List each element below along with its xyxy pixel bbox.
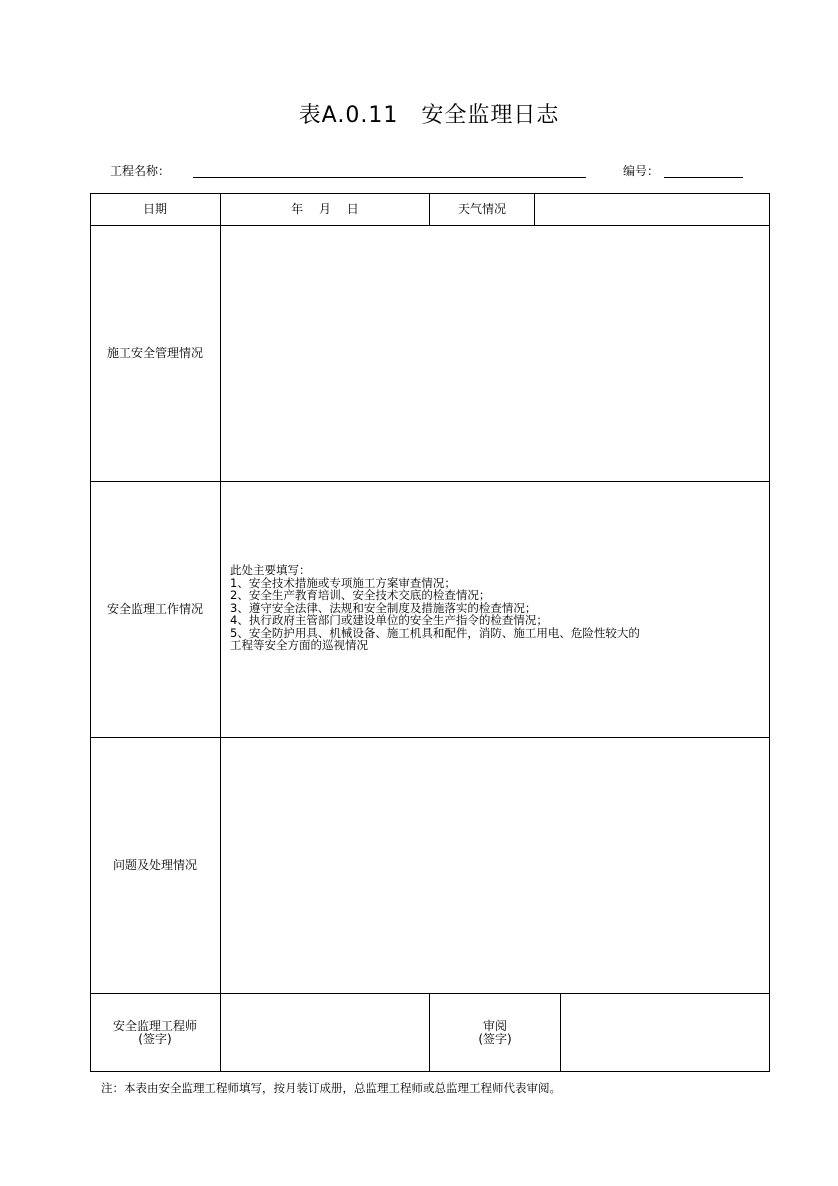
issues-handling-field[interactable]	[221, 738, 769, 993]
review-signature-field[interactable]	[561, 994, 769, 1072]
number-label: 编号：	[623, 164, 660, 178]
review-label-cell	[430, 994, 560, 1072]
weather-field[interactable]	[535, 194, 769, 225]
construction-safety-label: 施工安全管理情况	[106, 346, 203, 360]
project-name-field[interactable]	[193, 177, 586, 178]
weather-label: 天气情况	[457, 201, 506, 216]
issues-handling-label: 问题及处理情况	[112, 858, 197, 872]
footnote: 注：本表由安全监理工程师填写，按月装订成册，总监理工程师或总监理工程师代表审阅。	[101, 1081, 561, 1095]
date-field[interactable]: 年 月 日	[291, 201, 359, 216]
construction-safety-field[interactable]	[221, 226, 769, 481]
review-label: 审阅	[482, 1019, 507, 1033]
instruction-line: 4、执行政府主管部门或建设单位的安全生产指令的检查情况；	[230, 613, 548, 627]
engineer-label-cell	[90, 994, 220, 1072]
review-sign-hint: (签字)	[478, 1032, 512, 1046]
engineer-signature-field[interactable]	[221, 994, 429, 1072]
document-title: 表A.0.11 安全监理日志	[298, 103, 560, 128]
instruction-line: 工程等安全方面的巡视情况	[230, 638, 368, 652]
instruction-line: 1、安全技术措施或专项施工方案审查情况；	[230, 575, 456, 590]
supervision-instructions	[230, 564, 760, 652]
instruction-line: 2、安全生产教育培训、安全技术交底的检查情况；	[230, 588, 491, 602]
date-label: 日期	[142, 201, 167, 216]
header-row	[0, 160, 838, 182]
instruction-line: 5、安全防护用具、机械设备、施工机具和配件，消防、施工用电、危险性较大的	[230, 625, 640, 640]
supervision-work-label: 安全监理工作情况	[106, 602, 203, 616]
engineer-label: 安全监理工程师	[112, 1019, 197, 1033]
instruction-line: 此处主要填写：	[230, 563, 311, 577]
instruction-line: 3、遵守安全法律、法规和安全制度及措施落实的检查情况；	[230, 600, 537, 615]
project-name-label: 工程名称：	[110, 164, 171, 178]
number-field[interactable]	[664, 177, 743, 178]
engineer-sign-hint: (签字)	[138, 1032, 172, 1046]
